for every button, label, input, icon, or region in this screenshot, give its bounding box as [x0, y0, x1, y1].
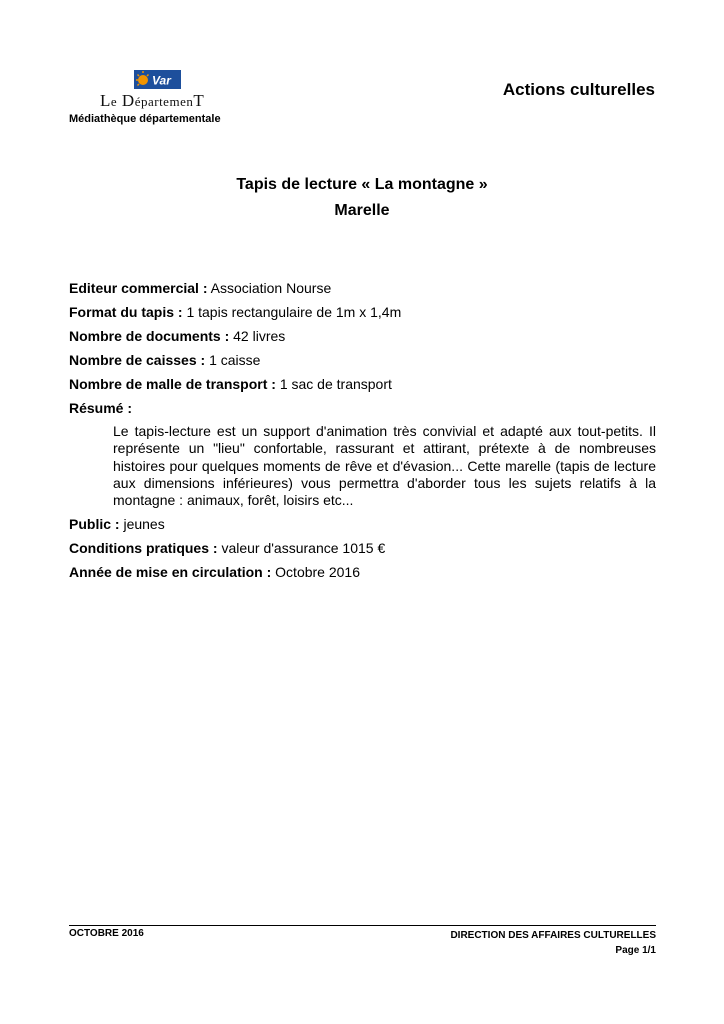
var-logo-badge [134, 70, 181, 89]
field-label: Année de mise en circulation : [69, 564, 272, 580]
logo-wordmark-t: T [193, 91, 205, 110]
field-documents [69, 327, 656, 351]
field-conditions [69, 539, 656, 563]
field-label: Résumé : [69, 400, 133, 416]
field-label: Editeur commercial : [69, 280, 208, 296]
document-subtitle: Marelle [334, 202, 390, 219]
section-title: Actions culturelles [502, 80, 655, 99]
footer-divider [69, 925, 656, 926]
footer-date: OCTOBRE 2016 [69, 928, 144, 939]
footer-page-number: Page 1/1 [615, 945, 656, 956]
field-label: Nombre de documents : [69, 328, 230, 344]
info-fields-after [69, 515, 656, 587]
logo-wordmark-d: D [121, 91, 135, 110]
field-malle [69, 375, 656, 399]
field-caisses [69, 351, 656, 375]
field-label: Conditions pratiques : [69, 540, 218, 556]
field-resume [69, 399, 656, 423]
field-label: Nombre de malle de transport : [69, 376, 276, 392]
logo-wordmark-rest: épartemen [134, 94, 194, 109]
summary-text: Le tapis-lecture est un support d'animation très convivial et adapté aux tout-petits. Il représente un "lieu" confortable, rassurant et attirant, prétexte à de nombreuses histoires pour quelques moments de rêve et d'évasion... Cette marelle (tapis de lecture aux dimensions inférieures) vous permettra d'aborder tous les sujets relatifs à la montagne : animaux, forêt, loisirs etc... [113, 423, 656, 509]
logo-wordmark-l: L [100, 91, 111, 110]
field-value: 42 livres [233, 328, 286, 344]
logo-wordmark [100, 91, 204, 111]
field-format [69, 303, 656, 327]
field-value: 1 caisse [209, 352, 261, 368]
footer-direction: DIRECTION DES AFFAIRES CULTURELLES [450, 930, 656, 941]
field-value: 1 tapis rectangulaire de 1m x 1,4m [186, 304, 402, 320]
field-value: 1 sac de transport [279, 376, 392, 392]
field-value: Octobre 2016 [275, 564, 361, 580]
logo-badge-text: Var [152, 73, 171, 88]
field-public [69, 515, 656, 539]
field-label: Format du tapis : [69, 304, 183, 320]
organization-name: Médiathèque départementale [69, 113, 221, 125]
field-annee [69, 563, 656, 587]
field-value: valeur d'assurance 1015 € [221, 540, 386, 556]
field-editeur [69, 279, 656, 303]
var-departement-logo [100, 70, 240, 110]
sun-icon [138, 75, 148, 85]
field-value: jeunes [123, 516, 165, 532]
field-label: Public : [69, 516, 120, 532]
document-title: Tapis de lecture « La montagne » [236, 176, 488, 193]
footer-right [450, 928, 656, 958]
info-fields [69, 279, 656, 423]
logo-wordmark-e: e [110, 94, 118, 109]
field-label: Nombre de caisses : [69, 352, 206, 368]
field-value: Association Nourse [210, 280, 332, 296]
